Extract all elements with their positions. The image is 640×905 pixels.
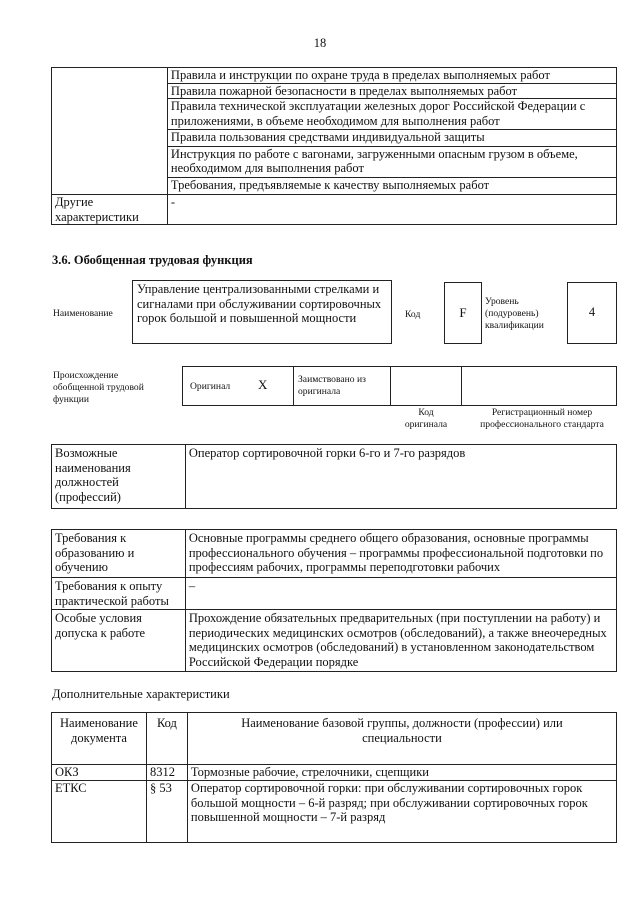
requirement-education-label: Требования к образованию и обучению [52,530,186,578]
header-code: Код [146,713,187,765]
gtf-level-label: Уровень (подуровень) квалификации [485,296,544,331]
table-row: Правила и инструкции по охране труда в пределах выполняемых работ [167,68,616,84]
requirements-table [51,529,617,672]
page-number: 18 [313,36,327,50]
row-okz-name: Тормозные рабочие, стрелочники, сцепщики [187,765,616,781]
requirement-experience-label: Требования к опыту практической работы [52,578,186,610]
positions-value: Оператор сортировочной горки 6-го и 7-го разрядов [185,445,616,509]
origin-original-mark: X [258,377,268,392]
top-table-blank-cell [52,68,168,195]
gtf-code-value: F [459,305,467,320]
requirement-education-value: Основные программы среднего общего образования, основные программы профессионального обучения – программы профессиональной подготовки по профессиям рабочих, программы переподготовки рабочих [185,530,616,578]
table-row: Правила технической эксплуатации железных дорог Российской Федерации с приложениями, в объеме необходимом для выполнения работ [167,99,616,130]
header-document: Наименование документа [52,713,147,765]
gtf-code-label: Код [405,309,421,320]
table-row: Требования, предъявляемые к качеству выполняемых работ [167,177,616,194]
header-group-name: Наименование базовой группы, должности (профессии) или специальности [187,713,616,765]
origin-code-caption: Код оригинала [404,407,448,430]
gtf-code-box [444,282,482,344]
origin-divider-2 [390,366,391,406]
requirement-admission-value: Прохождение обязательных предварительных (при поступлении на работу) и периодических медицинских осмотров (обследований), а также внеочередных медицинских осмотров (обследований) в установленном законодательством Российской Федерации порядке [185,610,616,672]
gtf-name-label: Наименование [53,308,113,319]
row-okz-code: 8312 [146,765,187,781]
origin-divider-3 [461,366,462,406]
row-etks-name: Оператор сортировочной горки: при обслуживании сортировочных горок большой мощности – 6-й разряд; при обслуживании сортировочных горок повышенной мощности – 7-й разряд [187,781,616,843]
gtf-name-value: Управление централизованными стрелками и сигналами при обслуживании сортировочных горок большой и повышенной мощности [137,282,382,325]
gtf-name-box [132,280,392,344]
additional-title: Дополнительные характеристики [52,687,230,701]
origin-original-label: Оригинал [190,381,231,392]
gtf-level-value: 4 [588,305,596,319]
positions-table [51,444,617,509]
additional-table [51,712,617,843]
origin-divider-1 [293,366,294,406]
origin-reg-caption: Регистрационный номер профессионального стандарта [480,407,604,430]
row-etks-doc: ЕТКС [52,781,147,843]
table-row: Правила пользования средствами индивидуальной защиты [167,130,616,146]
top-table [51,67,617,225]
table-row: Инструкция по работе с вагонами, загруженными опасным грузом в объеме, необходимом для выполнения работ [167,146,616,177]
other-characteristics-value: - [167,195,616,225]
row-etks-code: § 53 [146,781,187,843]
gtf-level-box [567,282,617,344]
table-row: Правила пожарной безопасности в пределах выполняемых работ [167,83,616,99]
origin-row [182,366,617,406]
section-title: 3.6. Обобщенная трудовая функция [52,253,253,267]
requirement-experience-value: – [185,578,616,610]
requirement-admission-label: Особые условия допуска к работе [52,610,186,672]
origin-borrowed-label: Заимствовано из оригинала [298,374,366,397]
other-characteristics-label: Другие характеристики [52,195,168,225]
row-okz-doc: ОКЗ [52,765,147,781]
positions-label: Возможные наименования должностей (профессий) [52,445,186,509]
origin-label: Происхождение обобщенной трудовой функции [53,370,144,405]
